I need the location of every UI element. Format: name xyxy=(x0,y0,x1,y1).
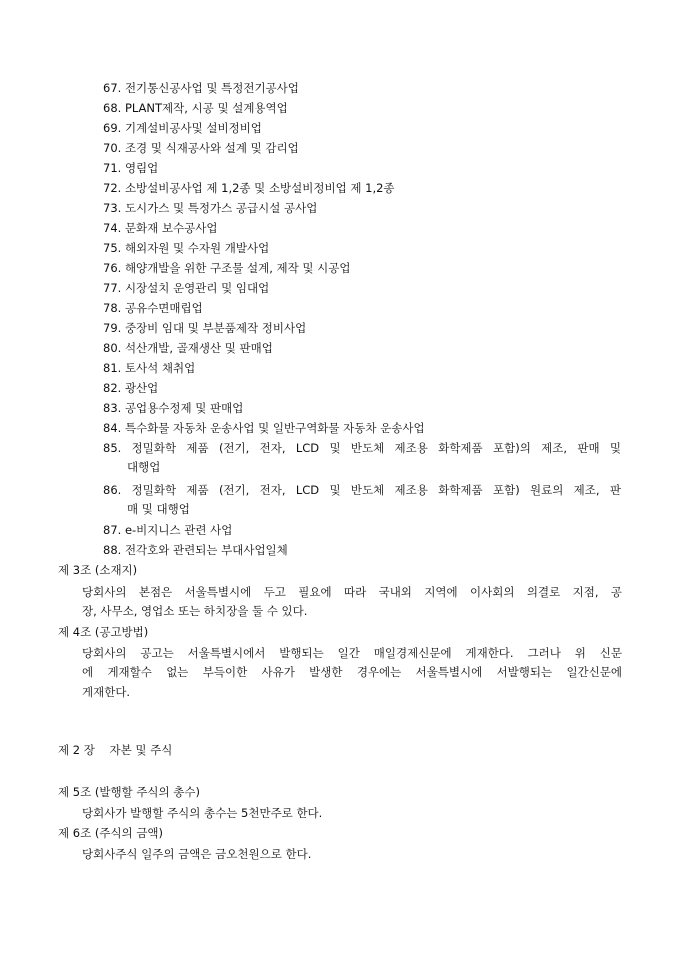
article-6-title: 제 6조 (주식의 금액) xyxy=(58,826,164,840)
list-item: 70. 조경 및 식재공사와 설계 및 감리업 xyxy=(103,141,299,155)
list-item-86-continuation: 매 및 대행업 xyxy=(127,502,190,516)
article-5-title: 제 5조 (발행할 주식의 총수) xyxy=(58,785,201,799)
list-item: 78. 공유수면매립업 xyxy=(103,301,203,315)
list-item: 75. 해외자원 및 수자원 개발사업 xyxy=(103,241,270,255)
list-item: 80. 석산개발, 골재생산 및 판매업 xyxy=(103,341,273,355)
article-4-text: 당회사의 공고는 서울특별시에서 발행되는 일간 매일경제신문에 게재한다. 그러나 위 신문 xyxy=(82,646,622,660)
article-3-text: 당회사의 본점은 서울특별시에 두고 필요에 따라 국내외 지역에 이사회의 의결로 지점, 공 xyxy=(82,585,622,599)
list-item: 67. 전기통신공사업 및 특정전기공사업 xyxy=(103,81,299,95)
article-4-title: 제 4조 (공고방법) xyxy=(58,625,149,639)
list-item: 72. 소방설비공사업 제 1,2종 및 소방설비정비업 제 1,2종 xyxy=(103,181,395,195)
list-item: 84. 특수화물 자동차 운송사업 및 일반구역화물 자동차 운송사업 xyxy=(103,421,425,435)
list-item: 73. 도시가스 및 특정가스 공급시설 공사업 xyxy=(103,201,318,215)
list-item: 81. 토사석 채취업 xyxy=(103,361,196,375)
list-item: 69. 기계설비공사및 설비정비업 xyxy=(103,121,262,135)
list-item: 77. 시장설치 운영관리 및 임대업 xyxy=(103,281,270,295)
article-3-title: 제 3조 (소재지) xyxy=(58,563,138,577)
list-item: 71. 영림업 xyxy=(103,161,159,175)
article-4-text-continuation: 게재한다. xyxy=(82,685,131,699)
article-6-text: 당회사주식 일주의 금액은 금오천원으로 한다. xyxy=(82,847,312,861)
chapter-heading: 제 2 장 자본 및 주식 xyxy=(58,743,173,757)
list-item: 76. 해양개발을 위한 구조물 설계, 제작 및 시공업 xyxy=(103,261,351,275)
list-item-85: 85. 정밀화학 제품 (전기, 전자, LCD 및 반도체 제조용 화학제품 포함)의 제조, 판매 및 xyxy=(103,441,621,455)
list-item-88: 88. 전각호와 관련되는 부대사업일체 xyxy=(103,543,288,557)
list-item: 82. 광산업 xyxy=(103,381,159,395)
list-item-86: 86. 정밀화학 제품 (전기, 전자, LCD 및 반도체 제조용 화학제품 포함) 원료의 제조, 판 xyxy=(103,483,621,497)
article-4-text-continuation: 에 게재할수 없는 부득이한 사유가 발생한 경우에는 서울특별시에 서발행되는 일간신문에 xyxy=(82,665,622,679)
list-item: 79. 중장비 임대 및 부분품제작 정비사업 xyxy=(103,321,307,335)
list-item-85-continuation: 대행업 xyxy=(127,460,161,474)
list-item-87: 87. e-비지니스 관련 사업 xyxy=(103,523,233,537)
article-3-text-continuation: 장, 사무소, 영업소 또는 하치장을 둘 수 있다. xyxy=(82,604,308,618)
list-item: 74. 문화재 보수공사업 xyxy=(103,221,218,235)
list-item: 83. 공업용수정제 및 판매업 xyxy=(103,401,244,415)
article-5-text: 당회사가 발행할 주식의 총수는 5천만주로 한다. xyxy=(82,806,323,820)
list-item: 68. PLANT제작, 시공 및 설계용역업 xyxy=(103,101,288,115)
